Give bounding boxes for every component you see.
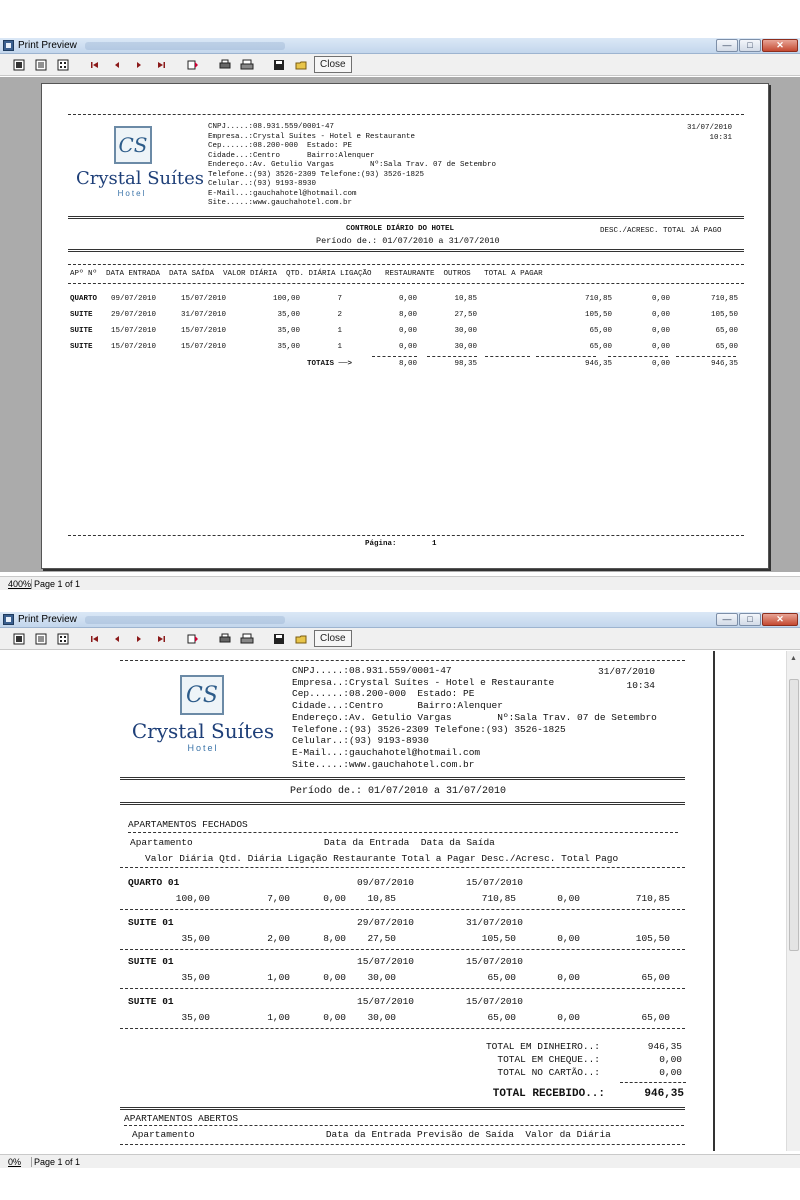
cell-rest: 27,50 [454, 311, 477, 319]
window-title: Print Preview [18, 614, 77, 625]
cell-valor: 35,00 [277, 327, 300, 335]
room-desc: 0,00 [557, 932, 580, 944]
cell-total: 105,50 [584, 311, 612, 319]
cell-saida: 31/07/2010 [181, 311, 227, 319]
goto-page-icon[interactable] [184, 631, 202, 647]
cell-entrada: 15/07/2010 [111, 327, 157, 335]
page-indicator: Page 1 of 1 [34, 578, 81, 589]
page-icon[interactable] [10, 631, 28, 647]
print-setup-icon[interactable] [216, 57, 234, 73]
room-desc: 0,00 [557, 972, 580, 983]
print-setup-icon[interactable] [216, 631, 234, 647]
room-lig: 8,00 [323, 932, 346, 944]
first-page-icon[interactable] [86, 57, 104, 73]
cell-pago: 65,00 [715, 343, 738, 351]
two-page-icon[interactable] [32, 631, 50, 647]
logo-brand: Crystal Suítes [131, 719, 275, 743]
logo-subtitle: Hotel [187, 743, 219, 753]
room-pago: 105,50 [635, 932, 670, 944]
cell-desc: 0,00 [651, 295, 670, 303]
cell-ligacao: 0,00 [398, 327, 417, 335]
title-bar[interactable] [0, 38, 800, 54]
room-lig: 0,00 [323, 972, 346, 983]
print-icon[interactable] [238, 631, 256, 647]
multi-page-icon[interactable] [54, 57, 72, 73]
cell-qtd: 1 [337, 343, 342, 351]
room-total: 65,00 [487, 972, 516, 983]
cell-saida: 15/07/2010 [181, 343, 227, 351]
room-qtd: 1,00 [267, 1011, 290, 1023]
cell-rest: 30,00 [454, 343, 477, 351]
cell-ap: SUITE [70, 311, 93, 319]
maximize-button[interactable]: □ [739, 39, 761, 52]
company-info: CNPJ.....:08.931.559/0001-47 Empresa..:Crystal Suítes - Hotel e Restaurante Cep......:08.200-000 Estado: PE Cidade...:Centro Bairro:Alenquer Endereço.:Av. Getulio Vargas Nº:Sala Trav. 07 de Setembro Telefone.:(93) 3526-2309 Telefone:(93) 3526-1825 Celular..:(93) 9193-8930 E-Mail...:gauchahotel@hotmail.com Site.....:www.gauchahotel.com.br [292, 665, 657, 770]
total-ligacao: 8,00 [398, 360, 417, 368]
room-entrada: 09/07/2010 [357, 877, 415, 888]
last-page-icon[interactable] [152, 631, 170, 647]
cell-total: 710,85 [584, 295, 612, 303]
room-saida: 15/07/2010 [466, 877, 524, 888]
preview-canvas[interactable] [0, 651, 800, 1151]
prev-page-icon[interactable] [108, 57, 126, 73]
next-page-icon[interactable] [130, 57, 148, 73]
report-period: Período de.: 01/07/2010 a 31/07/2010 [290, 786, 507, 797]
cell-valor: 35,00 [277, 311, 300, 319]
room-saida: 15/07/2010 [466, 995, 524, 1007]
total-desc: 0,00 [651, 360, 670, 368]
last-page-icon[interactable] [152, 57, 170, 73]
title-bar[interactable] [0, 612, 800, 628]
print-preview-window-1 [0, 38, 800, 590]
app-icon [3, 40, 14, 51]
room-qtd: 2,00 [267, 932, 290, 944]
cell-qtd: 7 [337, 295, 342, 303]
cell-pago: 710,85 [710, 295, 738, 303]
total-total: 946,35 [584, 360, 612, 368]
report-page [41, 83, 769, 569]
open-header: Apartamento Data da Entrada Previsão de Saída Valor da Diária [132, 1129, 611, 1140]
save-icon[interactable] [270, 57, 288, 73]
open-icon[interactable] [292, 631, 310, 647]
cell-total: 65,00 [589, 327, 612, 335]
room-rest: 10,85 [367, 893, 396, 904]
room-qtd: 1,00 [267, 972, 290, 983]
close-window-button[interactable]: ✕ [762, 613, 798, 626]
room-desc: 0,00 [557, 893, 580, 904]
logo-mark: CS [114, 126, 152, 164]
scroll-up-arrow-icon[interactable]: ▲ [790, 655, 797, 662]
zoom-level[interactable]: 0% [0, 1157, 32, 1167]
room-name: SUITE 01 [128, 956, 174, 967]
cell-ap: SUITE [70, 343, 93, 351]
total-card-value: 0,00 [659, 1067, 682, 1078]
print-preview-window-2 [0, 612, 800, 1168]
status-bar [0, 576, 800, 590]
save-icon[interactable] [270, 631, 288, 647]
report-page [90, 651, 715, 1151]
cell-saida: 15/07/2010 [181, 327, 227, 335]
right-header: DESC./ACRESC. TOTAL JÁ PAGO [600, 227, 722, 235]
cell-ap: SUITE [70, 327, 93, 335]
total-check-value: 0,00 [659, 1054, 682, 1065]
room-saida: 15/07/2010 [466, 956, 524, 967]
minimize-button[interactable]: — [716, 613, 738, 626]
room-qtd: 7,00 [267, 893, 290, 904]
report-datetime: 31/07/2010 10:34 [598, 666, 656, 691]
total-cash-value: 946,35 [647, 1041, 682, 1052]
blurred-title-text [85, 42, 285, 50]
total-check-label: TOTAL EM CHEQUE..: [497, 1054, 600, 1065]
maximize-button[interactable]: □ [739, 613, 761, 626]
closed-header-1: Apartamento Data da Entrada Data da Saída [130, 837, 495, 848]
first-page-icon[interactable] [86, 631, 104, 647]
room-rest: 27,50 [367, 932, 396, 944]
footer-page-number: 1 [432, 540, 437, 548]
close-window-button[interactable]: ✕ [762, 39, 798, 52]
cell-rest: 10,85 [454, 295, 477, 303]
hotel-logo [76, 126, 205, 198]
cell-total: 65,00 [589, 343, 612, 351]
two-page-icon[interactable] [32, 57, 50, 73]
room-desc: 0,00 [557, 1011, 580, 1023]
section-closed-title: APARTAMENTOS FECHADOS [128, 819, 248, 830]
room-total: 710,85 [481, 893, 516, 904]
table-header: APº Nº DATA ENTRADA DATA SAÍDA VALOR DIÁRIA QTD. DIÁRIA LIGAÇÃO RESTAURANTE OUTROS TOTAL A PAGAR [70, 270, 543, 278]
room-name: SUITE 01 [128, 916, 174, 928]
total-card-label: TOTAL NO CARTÃO..: [497, 1067, 600, 1078]
logo-mark: CS [180, 675, 224, 715]
room-pago: 710,85 [635, 893, 670, 904]
room-entrada: 15/07/2010 [357, 956, 415, 967]
total-received-value: 946,35 [644, 1088, 684, 1100]
room-lig: 0,00 [323, 1011, 346, 1023]
toolbar [0, 628, 800, 650]
room-lig: 0,00 [323, 893, 346, 904]
page-icon[interactable] [10, 57, 28, 73]
hotel-logo [128, 675, 278, 753]
total-cash-label: TOTAL EM DINHEIRO..: [485, 1041, 600, 1052]
room-name: SUITE 01 [128, 995, 174, 1007]
print-icon[interactable] [238, 57, 256, 73]
cell-ligacao: 0,00 [398, 295, 417, 303]
room-entrada: 15/07/2010 [357, 995, 415, 1007]
minimize-button[interactable]: — [716, 39, 738, 52]
section-open-title: APARTAMENTOS ABERTOS [124, 1113, 239, 1124]
cell-ligacao: 8,00 [398, 311, 417, 319]
cell-entrada: 29/07/2010 [111, 311, 157, 319]
room-name: QUARTO 01 [128, 877, 180, 888]
company-info: CNPJ.....:08.931.559/0001-47 Empresa..:Crystal Suítes - Hotel e Restaurante Cep......:08.200-000 Estado: PE Cidade...:Centro Bairro:Alenquer Endereço.:Av. Getulio Vargas Nº:Sala Trav. 07 de Setembro Telefone.:(93) 3526-2309 Telefone:(93) 3526-1825 Celular..:(93) 9193-8930 E-Mail...:gauchahotel@hotmail.com Site.....:www.gauchahotel.com.br [208, 123, 497, 207]
cell-valor: 100,00 [272, 295, 300, 303]
vertical-scrollbar[interactable] [786, 651, 800, 1151]
room-total: 105,50 [481, 932, 516, 944]
report-period: Período de.: 01/07/2010 a 31/07/2010 [316, 236, 500, 246]
page-indicator: Page 1 of 1 [34, 1156, 81, 1167]
room-saida: 31/07/2010 [466, 916, 524, 928]
footer-page-label: Página: [365, 540, 397, 548]
total-rest: 98,35 [454, 360, 477, 368]
cell-pago: 105,50 [710, 311, 738, 319]
cell-saida: 15/07/2010 [181, 295, 227, 303]
cell-pago: 65,00 [715, 327, 738, 335]
room-pago: 65,00 [641, 972, 670, 983]
room-entrada: 29/07/2010 [357, 916, 415, 928]
zoom-level[interactable]: 400% [0, 579, 32, 589]
prev-page-icon[interactable] [108, 631, 126, 647]
cell-ap: QUARTO [70, 295, 98, 303]
preview-canvas[interactable] [0, 77, 800, 572]
blurred-title-text [85, 616, 285, 624]
cell-qtd: 1 [337, 327, 342, 335]
room-valor: 35,00 [181, 972, 210, 983]
room-pago: 65,00 [641, 1011, 670, 1023]
cell-valor: 35,00 [277, 343, 300, 351]
cell-desc: 0,00 [651, 327, 670, 335]
logo-subtitle: Hotel [117, 189, 147, 198]
room-total: 65,00 [487, 1011, 516, 1023]
window-title: Print Preview [18, 40, 77, 51]
total-received-label: TOTAL RECEBIDO..: [492, 1088, 605, 1100]
report-datetime: 31/07/2010 10:31 [686, 124, 732, 142]
room-rest: 30,00 [367, 972, 396, 983]
room-valor: 100,00 [175, 893, 210, 904]
open-icon[interactable] [292, 57, 310, 73]
toolbar [0, 54, 800, 76]
close-button[interactable]: Close [314, 56, 352, 73]
closed-header-2: Valor Diária Qtd. Diária Ligação Restaurante Total a Pagar Desc./Acresc. Total Pago [145, 853, 619, 864]
app-icon [3, 614, 14, 625]
total-pago: 946,35 [710, 360, 738, 368]
multi-page-icon[interactable] [54, 631, 72, 647]
cell-entrada: 15/07/2010 [111, 343, 157, 351]
report-title: CONTROLE DIÁRIO DO HOTEL [346, 225, 455, 233]
logo-brand: Crystal Suítes [76, 168, 205, 189]
cell-rest: 30,00 [454, 327, 477, 335]
cell-qtd: 2 [337, 311, 342, 319]
room-rest: 30,00 [367, 1011, 396, 1023]
room-valor: 35,00 [181, 1011, 210, 1023]
cell-desc: 0,00 [651, 311, 670, 319]
status-bar [0, 1154, 800, 1168]
cell-ligacao: 0,00 [398, 343, 417, 351]
room-valor: 35,00 [181, 932, 210, 944]
next-page-icon[interactable] [130, 631, 148, 647]
goto-page-icon[interactable] [184, 57, 202, 73]
scroll-thumb[interactable] [789, 679, 799, 951]
close-button[interactable]: Close [314, 630, 352, 647]
total-label: TOTAIS ──> [307, 360, 353, 368]
cell-entrada: 09/07/2010 [111, 295, 157, 303]
cell-desc: 0,00 [651, 343, 670, 351]
